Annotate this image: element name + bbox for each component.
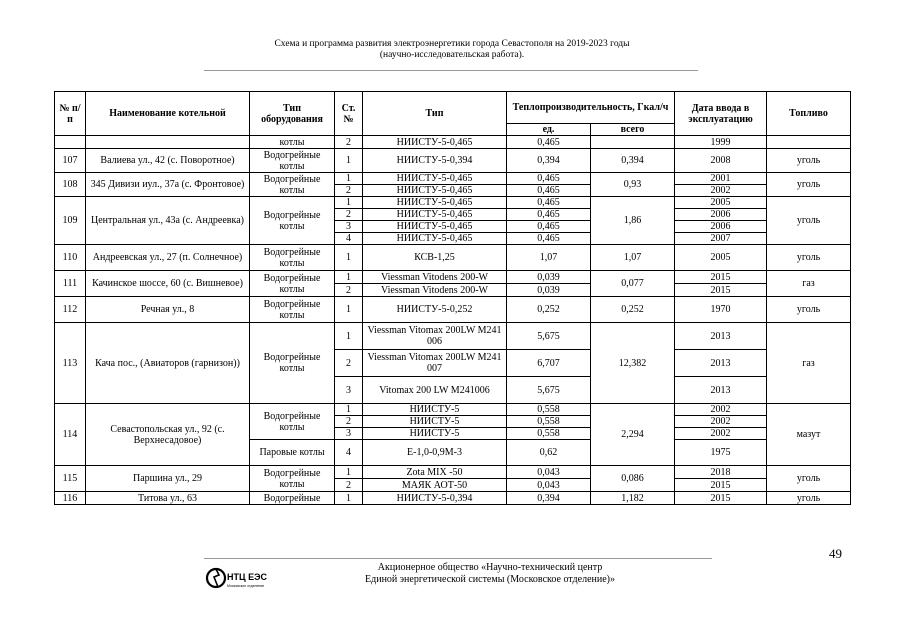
cell-st: 1 — [335, 271, 363, 284]
cell-st: 1 — [335, 297, 363, 323]
cell-unit: 5,675 — [507, 377, 591, 404]
cell-unit: 0,465 — [507, 197, 591, 209]
table-row — [55, 173, 851, 185]
cell-fuel: уголь — [767, 466, 851, 492]
table-row — [55, 149, 851, 173]
cell-num — [55, 136, 86, 149]
cell-type: НИИСТУ-5-0,465 — [363, 185, 507, 197]
cell-date: 2007 — [675, 233, 767, 245]
cell-num: 110 — [55, 245, 86, 271]
cell-type: Zota MIX -50 — [363, 466, 507, 479]
cell-total: 12,382 — [591, 323, 675, 404]
cell-type: Viessman Vitodens 200-W — [363, 271, 507, 284]
cell-type: НИИСТУ-5 — [363, 404, 507, 416]
boiler-table — [54, 91, 851, 505]
cell-type: Viessman Vitomax 200LW M241 006 — [363, 323, 507, 350]
cell-date: 2001 — [675, 173, 767, 185]
header-capacity: Теплопроизводительность, Гкал/ч — [507, 92, 675, 124]
cell-name: Кача пос., (Авиаторов (гарнизон)) — [86, 323, 250, 404]
cell-equip: Водогрейные котлы — [250, 173, 335, 197]
cell-type: КСВ-1,25 — [363, 245, 507, 271]
cell-date: 2005 — [675, 245, 767, 271]
cell-unit: 0,465 — [507, 185, 591, 197]
cell-date: 2002 — [675, 416, 767, 428]
cell-num: 111 — [55, 271, 86, 297]
cell-unit: 0,62 — [507, 440, 591, 466]
table-row — [55, 197, 851, 209]
table-row — [55, 297, 851, 323]
cell-num: 107 — [55, 149, 86, 173]
cell-type: НИИСТУ-5 — [363, 416, 507, 428]
footer-line1: Акционерное общество «Научно-технический центр — [377, 562, 603, 573]
cell-st: 1 — [335, 173, 363, 185]
cell-st: 3 — [335, 221, 363, 233]
table-row — [55, 466, 851, 479]
cell-total: 0,086 — [591, 466, 675, 492]
cell-fuel: уголь — [767, 173, 851, 197]
cell-date: 2013 — [675, 377, 767, 404]
cell-st: 4 — [335, 233, 363, 245]
cell-total — [591, 136, 675, 149]
cell-name: Паршина ул., 29 — [86, 466, 250, 492]
table-row — [55, 404, 851, 416]
cell-unit: 6,707 — [507, 350, 591, 377]
cell-unit: 0,465 — [507, 221, 591, 233]
cell-date: 1970 — [675, 297, 767, 323]
cell-unit: 0,465 — [507, 136, 591, 149]
cell-date: 2006 — [675, 209, 767, 221]
cell-unit: 0,252 — [507, 297, 591, 323]
cell-unit: 0,465 — [507, 173, 591, 185]
cell-total: 2,294 — [591, 404, 675, 466]
cell-st: 2 — [335, 479, 363, 492]
cell-st: 4 — [335, 440, 363, 466]
header-date: Дата ввода в эксплуатацию — [675, 92, 767, 136]
header-num: № п/п — [55, 92, 86, 136]
cell-name: 345 Дивизи иул., 37а (с. Фронтовое) — [86, 173, 250, 197]
cell-total: 0,394 — [591, 149, 675, 173]
cell-st: 1 — [335, 149, 363, 173]
cell-num: 108 — [55, 173, 86, 197]
table-row — [55, 136, 851, 149]
cell-total: 1,86 — [591, 197, 675, 245]
cell-unit: 0,558 — [507, 428, 591, 440]
cell-date: 2015 — [675, 479, 767, 492]
cell-name: Качинское шоссе, 60 (с. Вишневое) — [86, 271, 250, 297]
cell-type: НИИСТУ-5-0,465 — [363, 173, 507, 185]
cell-total: 0,252 — [591, 297, 675, 323]
cell-st: 2 — [335, 416, 363, 428]
cell-unit: 0,043 — [507, 466, 591, 479]
cell-equip: котлы — [250, 136, 335, 149]
cell-unit: 0,039 — [507, 284, 591, 297]
cell-type: НИИСТУ-5-0,465 — [363, 209, 507, 221]
cell-date: 2015 — [675, 492, 767, 505]
cell-fuel: уголь — [767, 492, 851, 505]
cell-date: 2008 — [675, 149, 767, 173]
cell-date: 2015 — [675, 271, 767, 284]
cell-equip: Водогрейные котлы — [250, 466, 335, 492]
cell-equip: Водогрейные котлы — [250, 149, 335, 173]
cell-type: НИИСТУ-5-0,465 — [363, 221, 507, 233]
cell-date: 1999 — [675, 136, 767, 149]
cell-type: НИИСТУ-5-0,252 — [363, 297, 507, 323]
cell-st: 2 — [335, 185, 363, 197]
cell-name: Центральная ул., 43а (с. Андреевка) — [86, 197, 250, 245]
cell-equip: Водогрейные котлы — [250, 323, 335, 404]
cell-st: 3 — [335, 428, 363, 440]
cell-name: Валиева ул., 42 (с. Поворотное) — [86, 149, 250, 173]
logo-subtext: Московское отделение — [227, 584, 265, 588]
cell-fuel: уголь — [767, 297, 851, 323]
cell-type: Е-1,0-0,9М-3 — [363, 440, 507, 466]
cell-unit: 1,07 — [507, 245, 591, 271]
cell-total: 0,077 — [591, 271, 675, 297]
cell-st: 2 — [335, 209, 363, 221]
cell-unit: 0,465 — [507, 233, 591, 245]
cell-fuel: газ — [767, 271, 851, 297]
header-equip-type: Тип оборудования — [250, 92, 335, 136]
header-cap-unit: ед. — [507, 124, 591, 136]
cell-equip: Водогрейные котлы — [250, 271, 335, 297]
table-row — [55, 271, 851, 284]
header-cap-total: всего — [591, 124, 675, 136]
cell-type: НИИСТУ-5-0,394 — [363, 149, 507, 173]
cell-unit: 0,558 — [507, 404, 591, 416]
cell-unit: 0,043 — [507, 479, 591, 492]
ntc-ees-logo — [207, 564, 267, 592]
cell-date: 2002 — [675, 185, 767, 197]
cell-name: Титова ул., 63 — [86, 492, 250, 505]
cell-num: 113 — [55, 323, 86, 404]
cell-total: 0,93 — [591, 173, 675, 197]
header-divider — [204, 70, 698, 71]
cell-type: Viessman Vitomax 200LW M241 007 — [363, 350, 507, 377]
table-row — [55, 492, 851, 505]
cell-type: Viessman Vitodens 200-W — [363, 284, 507, 297]
cell-type: Vitomax 200 LW M241006 — [363, 377, 507, 404]
cell-equip: Водогрейные котлы — [250, 297, 335, 323]
cell-type: НИИСТУ-5-0,465 — [363, 136, 507, 149]
cell-st: 2 — [335, 136, 363, 149]
cell-st: 1 — [335, 404, 363, 416]
header-fuel: Топливо — [767, 92, 851, 136]
table-row — [55, 323, 851, 350]
cell-type: МАЯК АОТ-50 — [363, 479, 507, 492]
cell-unit: 5,675 — [507, 323, 591, 350]
table-row — [55, 245, 851, 271]
cell-st: 1 — [335, 466, 363, 479]
cell-type: НИИСТУ-5 — [363, 428, 507, 440]
cell-num: 114 — [55, 404, 86, 466]
cell-unit: 0,039 — [507, 271, 591, 284]
document-header-line2: (научно-исследовательская работа). — [379, 50, 525, 60]
cell-equip: Паровые котлы — [250, 440, 335, 466]
page-number: 49 — [829, 546, 842, 561]
cell-st: 1 — [335, 323, 363, 350]
cell-num: 115 — [55, 466, 86, 492]
cell-num: 112 — [55, 297, 86, 323]
cell-name: Речная ул., 8 — [86, 297, 250, 323]
cell-name: Андреевская ул., 27 (п. Солнечное) — [86, 245, 250, 271]
cell-unit: 0,394 — [507, 149, 591, 173]
cell-fuel — [767, 136, 851, 149]
cell-st: 1 — [335, 245, 363, 271]
cell-equip: Водогрейные — [250, 492, 335, 505]
cell-name: Севастопольская ул., 92 (с. Верхнесадовое) — [86, 404, 250, 466]
footer-line2: Единой энергетической системы (Московское отделение)» — [365, 574, 615, 585]
cell-unit: 0,465 — [507, 209, 591, 221]
cell-fuel: уголь — [767, 245, 851, 271]
cell-equip: Водогрейные котлы — [250, 245, 335, 271]
cell-date: 2015 — [675, 284, 767, 297]
cell-total: 1,182 — [591, 492, 675, 505]
cell-fuel: газ — [767, 323, 851, 404]
cell-date: 2002 — [675, 404, 767, 416]
cell-num: 116 — [55, 492, 86, 505]
cell-st: 2 — [335, 284, 363, 297]
cell-fuel: уголь — [767, 149, 851, 173]
cell-st: 1 — [335, 492, 363, 505]
cell-date: 2006 — [675, 221, 767, 233]
cell-fuel: мазут — [767, 404, 851, 466]
cell-st: 2 — [335, 350, 363, 377]
document-header-line1: Схема и программа развития электроэнергетики города Севастополя на 2019-2023 годы — [274, 39, 630, 49]
cell-equip: Водогрейные котлы — [250, 197, 335, 245]
cell-name — [86, 136, 250, 149]
cell-total: 1,07 — [591, 245, 675, 271]
cell-fuel: уголь — [767, 197, 851, 245]
cell-type: НИИСТУ-5-0,465 — [363, 197, 507, 209]
cell-date: 2005 — [675, 197, 767, 209]
header-name: Наименование котельной — [86, 92, 250, 136]
cell-date: 2002 — [675, 428, 767, 440]
header-type: Тип — [363, 92, 507, 136]
cell-date: 2018 — [675, 466, 767, 479]
cell-equip: Водогрейные котлы — [250, 404, 335, 440]
logo-text: НТЦ ЕЭС — [227, 572, 267, 582]
cell-st: 3 — [335, 377, 363, 404]
cell-unit: 0,394 — [507, 492, 591, 505]
cell-type: НИИСТУ-5-0,465 — [363, 233, 507, 245]
header-st: Ст. № — [335, 92, 363, 136]
cell-date: 2013 — [675, 323, 767, 350]
cell-type: НИИСТУ-5-0,394 — [363, 492, 507, 505]
cell-date: 1975 — [675, 440, 767, 466]
footer-divider — [204, 558, 712, 559]
cell-st: 1 — [335, 197, 363, 209]
cell-unit: 0,558 — [507, 416, 591, 428]
cell-num: 109 — [55, 197, 86, 245]
cell-date: 2013 — [675, 350, 767, 377]
